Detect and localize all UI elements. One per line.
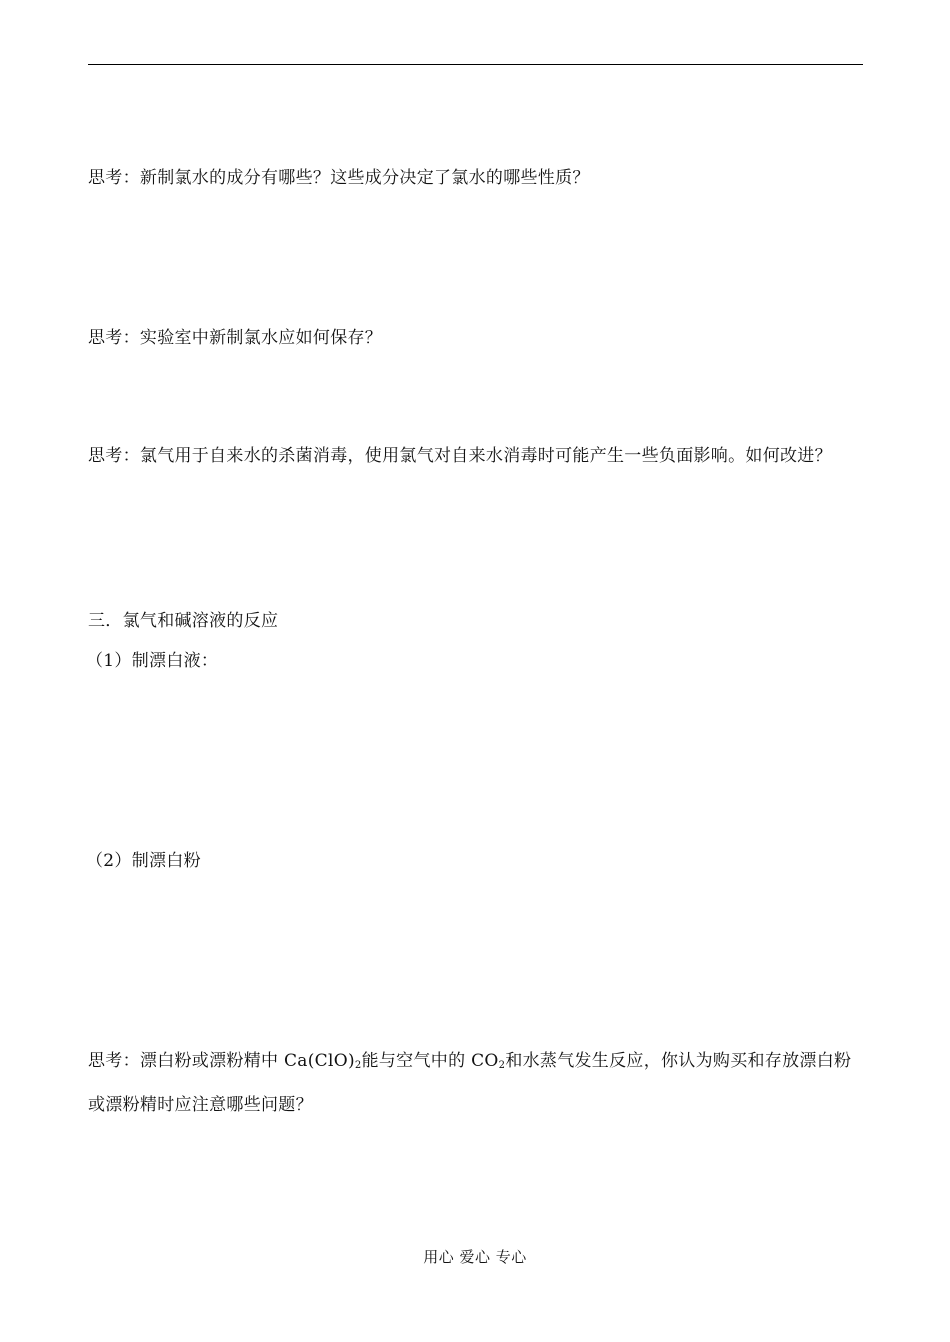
- item-bleach-powder: （2）制漂白粉: [86, 851, 201, 871]
- page-footer: 用心 爱心 专心: [423, 1248, 527, 1266]
- q4-text-part2: 能与空气中的 CO: [361, 1051, 499, 1071]
- q4-subscript-2: 2: [498, 1060, 506, 1071]
- item-bleach-liquid: （1）制漂白液：: [86, 651, 219, 671]
- question-disinfection-improvement: 思考：氯气用于自来水的杀菌消毒，使用氯气对自来水消毒时可能产生一些负面影响。如何改进？: [88, 446, 832, 466]
- section-heading-chlorine-alkali: 三．氯气和碱溶液的反应: [88, 611, 279, 631]
- question-bleach-powder-storage: [88, 1039, 868, 1127]
- q4-text-part1: 思考：漂白粉或漂粉精中 Ca(ClO): [88, 1051, 355, 1071]
- question-chlorine-water-storage: 思考：实验室中新制氯水应如何保存？: [88, 328, 383, 348]
- question-chlorine-water-components: 思考：新制氯水的成分有哪些？这些成分决定了氯水的哪些性质？: [88, 168, 590, 188]
- header-rule: [88, 64, 863, 65]
- q4-text-part3: 和水蒸气发生反应，你认为购买和存放漂白粉或漂粉精时应注意哪些问题？: [88, 1051, 852, 1115]
- q4-subscript-1: 2: [354, 1060, 362, 1071]
